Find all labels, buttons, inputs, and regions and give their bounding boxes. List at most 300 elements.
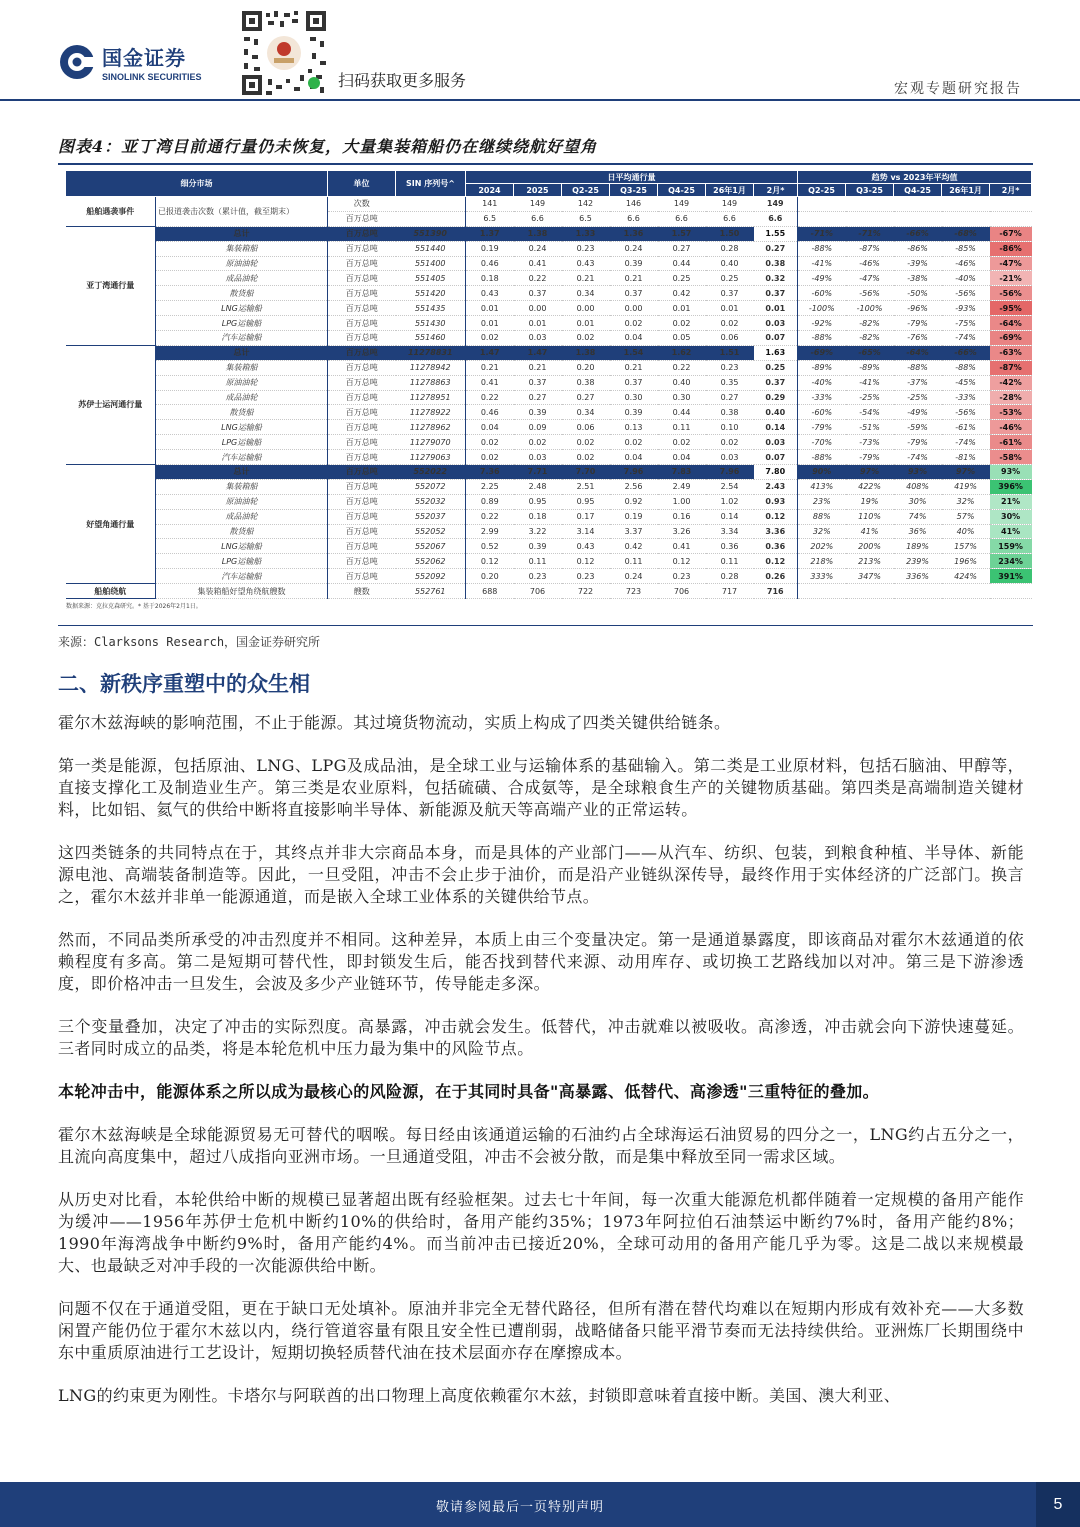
cell-unit: 百万总吨 <box>328 390 396 405</box>
cell-value: 0.23 <box>706 360 754 375</box>
cell-value: 0.06 <box>706 331 754 346</box>
cell-value: 0.05 <box>658 331 706 346</box>
table-row <box>66 360 1032 375</box>
table-row <box>66 375 1032 390</box>
cell-value: 1.47 <box>466 345 514 360</box>
cell-item: 总计 <box>156 465 328 480</box>
cell-value: 0.11 <box>706 554 754 569</box>
cell-trend: 424% <box>942 569 990 584</box>
cell-value: 2.49 <box>658 479 706 494</box>
cell-value: 0.11 <box>610 554 658 569</box>
cell-value: 0.23 <box>562 569 610 584</box>
cell-value: 0.22 <box>514 271 562 286</box>
cell-trend: -40% <box>798 375 846 390</box>
cell-value: 141 <box>466 197 514 212</box>
cell-value: 0.25 <box>754 360 798 375</box>
cell-value: 0.03 <box>706 450 754 465</box>
cell-trend: -60% <box>798 405 846 420</box>
cell-unit: 百万总吨 <box>328 360 396 375</box>
cell-value: 0.01 <box>466 301 514 316</box>
cell-value: 0.22 <box>466 390 514 405</box>
cell-unit: 百万总吨 <box>328 539 396 554</box>
cell-sin: 552022 <box>396 465 466 480</box>
cell-value: 0.03 <box>754 316 798 331</box>
cell-value: 7.36 <box>466 465 514 480</box>
cell-unit: 百万总吨 <box>328 211 396 226</box>
table-row <box>66 554 1032 569</box>
cell-value: 0.01 <box>706 301 754 316</box>
cell-value: 0.13 <box>610 420 658 435</box>
cell-value: 0.01 <box>466 316 514 331</box>
cell-trend <box>798 211 846 226</box>
cell-value: 1.51 <box>706 345 754 360</box>
cell-value: 2.56 <box>610 479 658 494</box>
cell-trend: 234% <box>990 554 1032 569</box>
cell-value: 0.21 <box>610 360 658 375</box>
cell-trend: -82% <box>846 316 894 331</box>
cell-value: 0.21 <box>610 271 658 286</box>
cell-value: 6.6 <box>658 211 706 226</box>
cell-trend: -65% <box>846 345 894 360</box>
cell-trend: -70% <box>798 435 846 450</box>
cell-trend <box>894 197 942 212</box>
row-group-label: 亚丁湾通行量 <box>66 226 156 345</box>
cell-value: 0.46 <box>466 256 514 271</box>
header-daily-col: Q2-25 <box>562 184 610 197</box>
cell-trend: -41% <box>798 256 846 271</box>
header-unit: 单位 <box>328 171 396 197</box>
cell-value: 0.28 <box>706 241 754 256</box>
cell-value: 2.43 <box>754 479 798 494</box>
cell-trend: 347% <box>846 569 894 584</box>
cell-sin: 11278831 <box>396 345 466 360</box>
cell-value: 688 <box>466 584 514 599</box>
table-row <box>66 301 1032 316</box>
body-paragraph: 这四类链条的共同特点在于，其终点并非大宗商品本身，而是具体的产业部门——从汽车、纺织、包装，到粮食种植、半导体、新能源电池、高端装备制造等。因此，一旦受阻，冲击不会止步于油价，而是沿产业链纵深传导，最终作用于实体经济的广泛部门。换言之，霍尔木兹并非单一能源通道，而是嵌入全球工业体系的关键供给节点。 <box>58 843 1024 906</box>
cell-value: 7.70 <box>562 465 610 480</box>
cell-value: 0.27 <box>754 241 798 256</box>
cell-unit: 百万总吨 <box>328 435 396 450</box>
cell-value: 6.6 <box>706 211 754 226</box>
header-divider <box>0 99 1080 101</box>
cell-value: 1.33 <box>562 226 610 241</box>
cell-value: 1.38 <box>514 226 562 241</box>
cell-value: 0.28 <box>706 569 754 584</box>
cell-trend: -74% <box>942 331 990 346</box>
cell-value: 0.22 <box>658 360 706 375</box>
cell-item: 汽车运输船 <box>156 450 328 465</box>
cell-value: 0.44 <box>658 405 706 420</box>
cell-value: 1.02 <box>706 494 754 509</box>
cell-value: 0.34 <box>562 405 610 420</box>
cell-value: 0.06 <box>562 420 610 435</box>
table-row <box>66 465 1032 480</box>
cell-item: 散货船 <box>156 524 328 539</box>
body-paragraph: 霍尔木兹海峡是全球能源贸易无可替代的咽喉。每日经由该通道运输的石油约占全球海运石油贸易的四分之一，LNG约占五分之一，且流向高度集中，超过八成指向亚洲市场。一旦通道受阻，冲击不会被分散，而是集中释放至同一需求区域。 <box>58 1125 1024 1166</box>
table-row <box>66 286 1032 301</box>
cell-unit: 百万总吨 <box>328 375 396 390</box>
cell-item: 原油油轮 <box>156 375 328 390</box>
cell-trend: 19% <box>846 494 894 509</box>
cell-trend: 396% <box>990 479 1032 494</box>
cell-value: 0.03 <box>754 435 798 450</box>
cell-trend: -47% <box>846 271 894 286</box>
cell-value: 0.89 <box>466 494 514 509</box>
cell-item: 集装箱船 <box>156 360 328 375</box>
cell-trend: -64% <box>894 345 942 360</box>
cell-value: 2.54 <box>706 479 754 494</box>
table-row <box>66 435 1032 450</box>
cell-sin: 551460 <box>396 331 466 346</box>
cell-unit: 百万总吨 <box>328 479 396 494</box>
cell-trend: -51% <box>846 420 894 435</box>
table-row <box>66 271 1032 286</box>
cell-value: 7.96 <box>706 465 754 480</box>
qr-caption: 扫码获取更多服务 <box>338 71 467 90</box>
cell-value: 7.83 <box>658 465 706 480</box>
cell-trend: -71% <box>798 226 846 241</box>
cell-trend <box>942 197 990 212</box>
header-daily-col: Q3-25 <box>610 184 658 197</box>
cell-trend: -58% <box>990 450 1032 465</box>
cell-value: 0.27 <box>658 241 706 256</box>
cell-trend: 413% <box>798 479 846 494</box>
cell-value: 0.02 <box>658 435 706 450</box>
cell-value: 0.30 <box>610 390 658 405</box>
cell-value: 0.04 <box>610 331 658 346</box>
cell-trend: 40% <box>942 524 990 539</box>
cell-trend: -96% <box>894 301 942 316</box>
cell-value: 146 <box>610 197 658 212</box>
cell-trend: -56% <box>846 286 894 301</box>
table-row <box>66 241 1032 256</box>
cell-value: 0.21 <box>562 271 610 286</box>
body-paragraph: 第一类是能源，包括原油、LNG、LPG及成品油，是全球工业与运输体系的基础输入。第二类是工业原材料，包括石脑油、甲醇等，直接支撑化工及制造业生产。第三类是农业原料，包括硫磺、合成氨等，是全球粮食生产的关键物质基础。第四类是高端制造关键材料，比如铝、氦气的供给中断将直接影响半导体、新能源及航天等高端产业的正常运转。 <box>58 756 1024 819</box>
row-group-label: 好望角通行量 <box>66 465 156 584</box>
cell-value: 142 <box>562 197 610 212</box>
cell-value: 0.36 <box>706 539 754 554</box>
cell-unit: 百万总吨 <box>328 271 396 286</box>
cell-sin: 551435 <box>396 301 466 316</box>
cell-value: 1.00 <box>658 494 706 509</box>
table-row <box>66 450 1032 465</box>
cell-trend: -100% <box>846 301 894 316</box>
cell-trend: 88% <box>798 509 846 524</box>
cell-trend: -86% <box>894 241 942 256</box>
header-trend-col: Q4-25 <box>894 184 942 197</box>
cell-trend <box>798 584 846 599</box>
cell-trend: -37% <box>894 375 942 390</box>
cell-value: 0.41 <box>466 375 514 390</box>
cell-value: 716 <box>754 584 798 599</box>
cell-value: 0.02 <box>514 435 562 450</box>
cell-trend: -93% <box>942 301 990 316</box>
cell-trend: -88% <box>798 450 846 465</box>
cell-trend: -60% <box>798 286 846 301</box>
cell-trend: -79% <box>894 435 942 450</box>
cell-value: 0.07 <box>754 331 798 346</box>
cell-value: 0.46 <box>466 405 514 420</box>
cell-trend: -85% <box>942 241 990 256</box>
cell-value: 0.02 <box>610 435 658 450</box>
table-row <box>66 405 1032 420</box>
body-paragraph: LNG的约束更为刚性。卡塔尔与阿联酋的出口物理上高度依赖霍尔木兹，封锁即意味着直接中断。美国、澳大利亚、 <box>58 1386 901 1405</box>
cell-value: 2.25 <box>466 479 514 494</box>
cell-value: 6.6 <box>514 211 562 226</box>
cell-value: 0.14 <box>754 420 798 435</box>
cell-trend: -59% <box>894 420 942 435</box>
cell-item: 成品油轮 <box>156 271 328 286</box>
cell-trend: -45% <box>942 375 990 390</box>
cell-unit: 百万总吨 <box>328 450 396 465</box>
cell-value: 3.14 <box>562 524 610 539</box>
header-sin: SIN 序列号^ <box>396 171 466 197</box>
cell-value: 0.17 <box>562 509 610 524</box>
cell-trend: -73% <box>846 435 894 450</box>
cell-value: 0.03 <box>514 450 562 465</box>
cell-trend: -88% <box>798 241 846 256</box>
row-group-label: 船舶绕航 <box>66 584 156 599</box>
cell-value: 0.02 <box>466 435 514 450</box>
cell-value: 0.02 <box>562 450 610 465</box>
cell-trend: -50% <box>894 286 942 301</box>
body-paragraph: 本轮冲击中，能源体系之所以成为最核心的风险源，在于其同时具备"高暴露、低替代、高渗透"三重特征的叠加。 <box>58 1082 880 1101</box>
page-number: 5 <box>1036 1482 1080 1527</box>
body-paragraph: 从历史对比看，本轮供给中断的规模已显著超出既有经验框架。过去七十年间，每一次重大能源危机都伴随着一定规模的备用产能作为缓冲——1956年苏伊士危机中断约10%的供给时，备用产能约35%；1973年阿拉伯石油禁运中断约7%时，备用产能约8%；1990年海湾战争中断约9%时，备用产能约4%。而当前冲击已接近20%，全球可动用的备用产能几乎为零。这是二战以来规模最大、也最缺乏对冲手段的一次能源供给中断。 <box>58 1190 1024 1275</box>
cell-sin: 552037 <box>396 509 466 524</box>
cell-item: LPG运输船 <box>156 316 328 331</box>
cell-value: 0.02 <box>610 316 658 331</box>
page-header <box>0 0 1080 102</box>
header-trend-group: 趋势 vs 2023年平均值 <box>798 171 1032 184</box>
cell-trend: -95% <box>990 301 1032 316</box>
cell-trend: -92% <box>798 316 846 331</box>
cell-item: 总计 <box>156 226 328 241</box>
cell-value: 0.09 <box>514 420 562 435</box>
header-trend-col: Q2-25 <box>798 184 846 197</box>
cell-trend: 93% <box>894 465 942 480</box>
cell-trend: 422% <box>846 479 894 494</box>
cell-trend: -47% <box>990 256 1032 271</box>
cell-value: 0.01 <box>514 316 562 331</box>
cell-unit: 百万总吨 <box>328 554 396 569</box>
cell-trend: -33% <box>798 390 846 405</box>
cell-trend <box>990 197 1032 212</box>
cell-unit: 百万总吨 <box>328 569 396 584</box>
table-row <box>66 584 1032 599</box>
cell-unit: 百万总吨 <box>328 494 396 509</box>
body-paragraph: 霍尔木兹海峡的影响范围，不止于能源。其过境货物流动，实质上构成了四类关键供给链条。 <box>58 713 731 732</box>
cell-trend <box>942 584 990 599</box>
cell-trend <box>894 584 942 599</box>
row-group-label: 苏伊士运河通行量 <box>66 345 156 464</box>
cell-value: 0.12 <box>466 554 514 569</box>
cell-trend: -61% <box>990 435 1032 450</box>
cell-trend: 213% <box>846 554 894 569</box>
cell-value: 0.21 <box>514 360 562 375</box>
cell-value: 3.34 <box>706 524 754 539</box>
cell-value: 0.00 <box>610 301 658 316</box>
cell-item: 成品油轮 <box>156 509 328 524</box>
cell-trend: -89% <box>798 360 846 375</box>
cell-trend: -88% <box>798 331 846 346</box>
cell-trend: -56% <box>942 405 990 420</box>
cell-value: 1.63 <box>754 345 798 360</box>
cell-value: 1.62 <box>658 345 706 360</box>
cell-value: 0.11 <box>514 554 562 569</box>
header-segment: 细分市场 <box>66 171 328 197</box>
cell-value: 149 <box>514 197 562 212</box>
body-text <box>58 712 1024 1428</box>
cell-value: 1.57 <box>658 226 706 241</box>
cell-trend: -42% <box>990 375 1032 390</box>
cell-item: 原油油轮 <box>156 494 328 509</box>
cell-trend: 419% <box>942 479 990 494</box>
cell-trend <box>798 197 846 212</box>
cell-trend: 110% <box>846 509 894 524</box>
cell-unit: 百万总吨 <box>328 241 396 256</box>
cell-value: 0.12 <box>754 554 798 569</box>
cell-value: 0.40 <box>706 256 754 271</box>
cell-item: LNG运输船 <box>156 420 328 435</box>
cell-item: 集装箱船好望角绕航艘数 <box>156 584 328 599</box>
cell-trend: -28% <box>990 390 1032 405</box>
cell-trend <box>846 584 894 599</box>
table-row <box>66 569 1032 584</box>
cell-trend: 30% <box>990 509 1032 524</box>
footer-disclaimer[interactable]: 敬请参阅最后一页特别声明 <box>435 1500 604 1515</box>
body-paragraph: 然而，不同品类所承受的冲击烈度并不相同。这种差异，本质上由三个变量决定。第一是通道暴露度，即该商品对霍尔木兹通道的依赖程度有多高。第二是短期可替代性，即封锁发生后，能否找到替代来源、动用库存、或切换工艺路线加以对冲。第三是下游渗透度，即价格冲击一旦发生，会波及多少产业链环节，传导能走多深。 <box>58 930 1024 993</box>
cell-value: 0.11 <box>658 420 706 435</box>
cell-value: 2.48 <box>514 479 562 494</box>
cell-value: 0.37 <box>514 286 562 301</box>
header-daily-col: 2024 <box>466 184 514 197</box>
cell-item: 汽车运输船 <box>156 331 328 346</box>
qr-code-icon[interactable] <box>240 9 328 97</box>
figure-title: 图表4：亚丁湾目前通行量仍未恢复，大量集装箱船仍在继续绕航好望角 <box>58 134 1033 165</box>
cell-value: 0.04 <box>658 450 706 465</box>
shipping-traffic-table <box>65 170 1032 599</box>
cell-trend: -71% <box>846 226 894 241</box>
row-item-label: 已报道袭击次数（累计值，截至期末） <box>156 197 328 227</box>
cell-sin: 552062 <box>396 554 466 569</box>
cell-value: 0.42 <box>658 286 706 301</box>
cell-value: 0.44 <box>658 256 706 271</box>
cell-value: 706 <box>514 584 562 599</box>
cell-value: 0.27 <box>562 390 610 405</box>
cell-unit: 百万总吨 <box>328 331 396 346</box>
table-row <box>66 494 1032 509</box>
cell-trend: 57% <box>942 509 990 524</box>
cell-trend: 30% <box>894 494 942 509</box>
cell-trend: -79% <box>798 420 846 435</box>
cell-trend: -25% <box>846 390 894 405</box>
cell-value: 1.50 <box>706 226 754 241</box>
cell-trend: 196% <box>942 554 990 569</box>
cell-item: 汽车运输船 <box>156 569 328 584</box>
cell-unit: 百万总吨 <box>328 256 396 271</box>
cell-trend <box>990 211 1032 226</box>
cell-unit: 百万总吨 <box>328 405 396 420</box>
table-row <box>66 539 1032 554</box>
cell-value: 6.5 <box>466 211 514 226</box>
figure-note: 数据来源：克拉克森研究。* 基于2026年2月1日。 <box>66 603 202 611</box>
cell-value: 0.02 <box>466 450 514 465</box>
logo-chinese-name: 国金证券 <box>102 46 186 70</box>
header-daily-col: 26年1月 <box>706 184 754 197</box>
table-row <box>66 316 1032 331</box>
cell-item: 成品油轮 <box>156 390 328 405</box>
cell-trend: 41% <box>846 524 894 539</box>
cell-value: 149 <box>658 197 706 212</box>
cell-value: 0.00 <box>562 301 610 316</box>
cell-item: LNG运输船 <box>156 301 328 316</box>
cell-sin: 11278951 <box>396 390 466 405</box>
cell-sin: 552072 <box>396 479 466 494</box>
cell-trend: -86% <box>990 241 1032 256</box>
cell-trend: 32% <box>942 494 990 509</box>
cell-value: 0.12 <box>562 554 610 569</box>
cell-trend: -74% <box>894 450 942 465</box>
cell-trend: -67% <box>990 226 1032 241</box>
cell-unit: 百万总吨 <box>328 524 396 539</box>
cell-value: 0.20 <box>562 360 610 375</box>
cell-value: 0.43 <box>562 539 610 554</box>
cell-value: 0.12 <box>658 554 706 569</box>
cell-value: 0.34 <box>562 286 610 301</box>
cell-value: 0.02 <box>706 316 754 331</box>
cell-trend <box>846 197 894 212</box>
cell-sin: 551400 <box>396 256 466 271</box>
cell-value: 0.92 <box>610 494 658 509</box>
figure-source: 来源：Clarksons Research，国金证券研究所 <box>58 635 321 649</box>
cell-value: 0.37 <box>706 286 754 301</box>
cell-unit: 百万总吨 <box>328 286 396 301</box>
cell-trend: 97% <box>846 465 894 480</box>
header-daily-col: 2月* <box>754 184 798 197</box>
cell-trend: -46% <box>990 420 1032 435</box>
cell-trend: -79% <box>846 450 894 465</box>
cell-value: 7.80 <box>754 465 798 480</box>
figure-table-container <box>60 170 1032 625</box>
cell-value: 0.38 <box>754 256 798 271</box>
company-logo <box>58 42 202 82</box>
cell-value: 0.38 <box>562 375 610 390</box>
cell-value: 0.12 <box>754 509 798 524</box>
cell-trend: -74% <box>942 435 990 450</box>
cell-unit: 百万总吨 <box>328 316 396 331</box>
table-header-row-1 <box>66 171 1032 184</box>
cell-value: 0.04 <box>610 450 658 465</box>
cell-value: 0.37 <box>514 375 562 390</box>
cell-value: 0.21 <box>466 360 514 375</box>
cell-value: 3.22 <box>514 524 562 539</box>
cell-value: 0.39 <box>610 256 658 271</box>
cell-value: 0.18 <box>466 271 514 286</box>
cell-trend: -25% <box>894 390 942 405</box>
cell-value: 0.39 <box>514 539 562 554</box>
cell-value: 0.37 <box>754 375 798 390</box>
cell-trend: -66% <box>942 345 990 360</box>
cell-value: 0.03 <box>514 331 562 346</box>
header-trend-col: Q3-25 <box>846 184 894 197</box>
cell-value: 0.29 <box>754 390 798 405</box>
cell-value: 0.32 <box>754 271 798 286</box>
cell-value: 0.40 <box>754 405 798 420</box>
cell-value: 0.43 <box>466 286 514 301</box>
cell-trend: -79% <box>894 316 942 331</box>
table-row <box>66 479 1032 494</box>
